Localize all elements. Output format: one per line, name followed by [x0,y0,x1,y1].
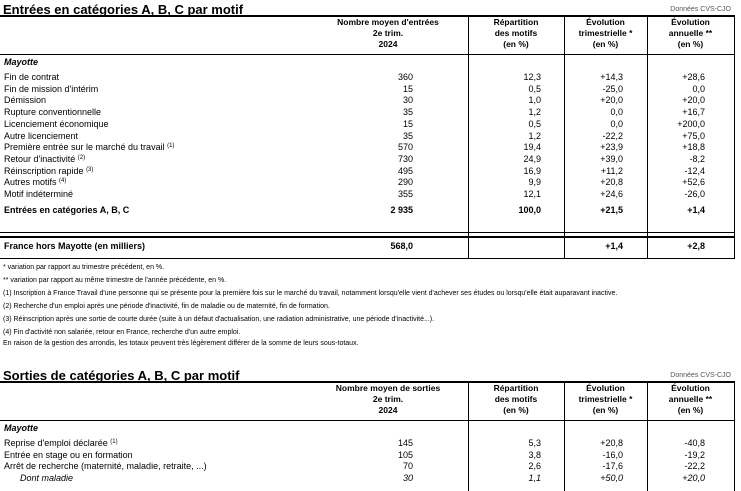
table-row: Réinscription rapide $^{(3)}$ 495 16,9 +11,2 -12,4 [4,165,705,176]
table-row: Fin de contrat 360 12,3 +14,3 +28,6 [4,72,705,82]
entrees-total-row: Entrées en catégories A, B, C 2 935 100,0 +21,5 +1,4 [4,205,705,215]
table-row: Licenciement économique 15 0,5 0,0 +200,0 [4,118,705,129]
table-row: Motif indéterminé 355 12,1 +24,6 -26,0 [4,189,705,199]
table-row: Première entrée sur le marché du travail $^{(1)}$ 570 19,4 +23,9 +18,8 [4,142,705,153]
sorties-header-count: Nombre moyen de sorties 2e trim. 2024 [335,383,441,415]
footnote: En raison de la gestion des arrondis, les totaux peuvent très légèrement différer de la somme de leurs sous-totaux. [3,340,359,347]
table-row: Autre licenciement 35 1,2 -22,2 +75,0 [4,130,705,141]
footnote: (2) Recherche d'un emploi après une période d'inactivité, fin de maladie ou de maternité, fin de formation. [3,303,330,310]
sorties-header-rule [0,420,735,421]
footnote: (4) Fin d'activité non salariée, retour en France, recherche d'un autre emploi. [3,329,241,336]
table-row: Démission 30 1,0 +20,0 +20,0 [4,95,705,106]
table-row: Arrêt de recherche (maternité, maladie, retraite, ...) 70 2,6 -17,6 -22,2 [4,461,705,472]
table-row: Reprise d'emploi déclarée $^{(1)}$ 145 5,3 +20,8 -40,8 [4,438,705,448]
sorties-section [0,366,741,486]
table-row: Retour d'inactivité $^{(2)}$ 730 24,9 +39,0 -8,2 [4,153,705,164]
sorties-region-label: Mayotte [4,423,39,433]
entrees-header-rule [0,54,735,55]
entrees-header-share: Répartition des motifs (en %) [493,17,539,49]
footnote: * variation par rapport au trimestre précédent, en %. [3,264,165,271]
sorties-title: Sorties de catégories A, B, C par motif [3,368,240,383]
table-row: Rupture conventionnelle 35 1,2 0,0 +16,7 [4,107,705,118]
table-row: Entrée en stage ou en formation 105 3,8 -16,0 -19,2 [4,449,705,460]
entrees-total-rule [0,232,735,233]
sorties-source: Données CVS-CJO [670,372,731,379]
table-row: Fin de mission d'intérim 15 0,5 -25,0 0,0 [4,83,705,94]
entrees-header-quarterly: Évolution trimestrielle * (en %) [578,17,633,49]
sorties-header-share: Répartition des motifs (en %) [493,383,539,415]
entrees-source: Données CVS-CJO [670,6,731,13]
entrees-title: Entrées en catégories A, B, C par motif [3,2,244,17]
footnote: ** variation par rapport au même trimestre de l'année précédente, en %. [3,277,227,284]
entrees-region-label: Mayotte [4,57,39,67]
table-row: Autres motifs $^{(4)}$ 290 9,9 +20,8 +52,6 [4,177,705,188]
entrees-header-count: Nombre moyen d'entrées 2e trim. 2024 [337,17,439,49]
footnote: (3) Réinscription après une sortie de courte durée (suite à un défaut d'actualisation, une radiation administrative, une période d'inactivité...). [3,316,435,323]
entrees-header-annual: Évolution annuelle ** (en %) [668,17,713,49]
entrees-bottom-rule [0,258,735,259]
france-hors-mayotte-row: France hors Mayotte (en milliers) 568,0 +1,4 +2,8 [4,241,705,251]
table-row: Dont maladie 30 1,1 +50,0 +20,0 [20,473,705,484]
entrees-france-rule [0,236,735,238]
footnote: (1) Inscription à France Travail d'une personne qui se présente pour la première fois sur le marché du travail, notamment lorsqu'elle vient d'achever ses études ou lorsqu'elle était auparavant inactive. [3,290,618,297]
sorties-header-annual: Évolution annuelle ** (en %) [668,383,713,415]
sorties-header-quarterly: Évolution trimestrielle * (en %) [578,383,633,415]
